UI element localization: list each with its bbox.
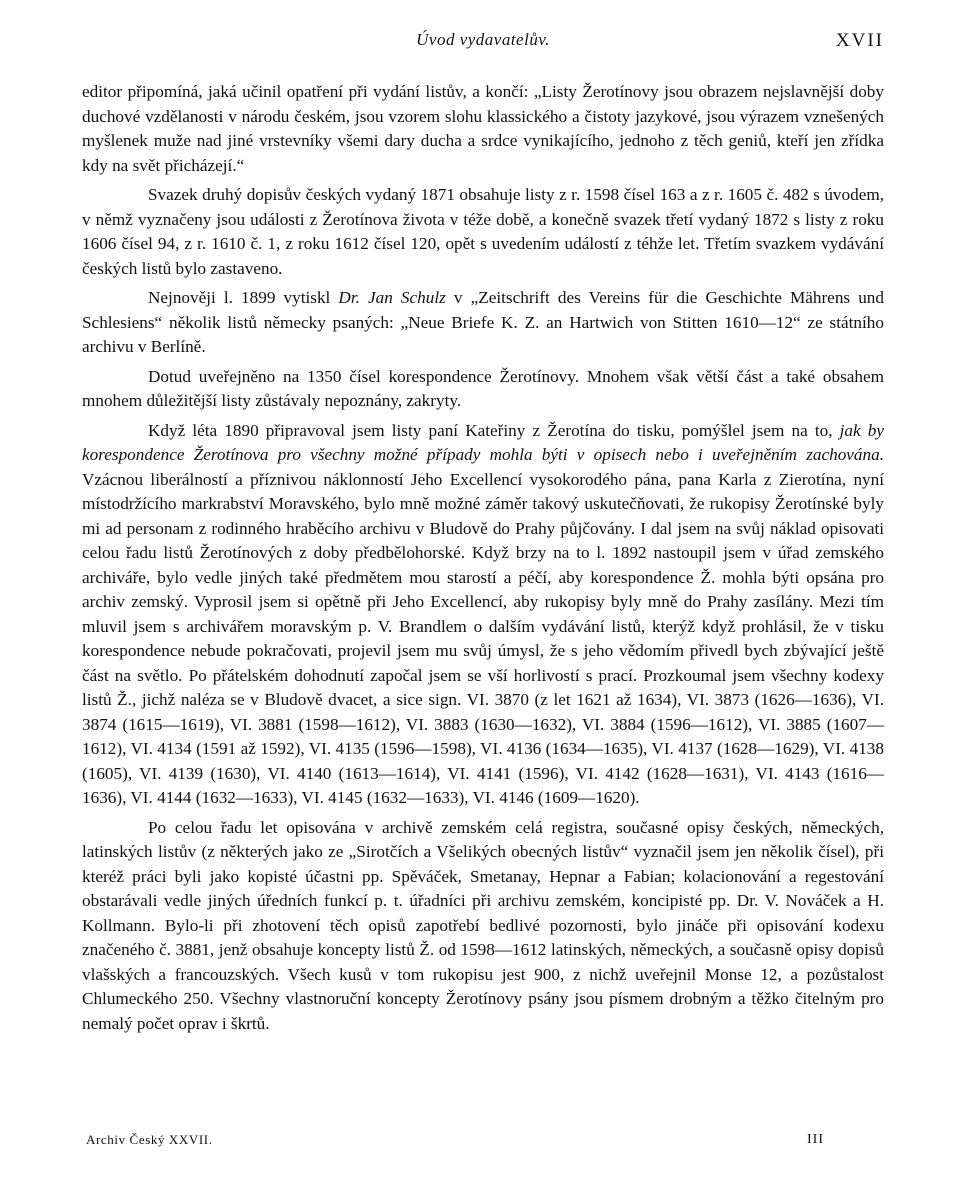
paragraph-text: editor připomíná, jaká učinil opatření při vydání listův, a končí: „Listy Žerotínovy jsou obrazem nejslavnější doby duchové vzdělanosti v národu českém, jsou vzorem slohu klassického a čistoty jazykové, jsou výrazem vznešených myšlenek muže nad jiné vrstevníky všemi dary ducha a srdce vynikajícího, jednoho z těch geniů, kteří jen zřídka kdy na svět přicházejí.“ [82,82,884,175]
paragraph [82,286,884,360]
sheet-mark: III [807,1132,824,1147]
running-head [82,30,884,56]
paragraph-text: Vzácnou liberálností a příznivou náklonností Jeho Excellencí vysokorodého pána, pana Karla z Zierotína, nyní místodržícího markrabství Moravského, bylo mně možné záměr takový uskutečňovati, že rukopisy Žerotínské byly mi ad personam z rodinného hraběcího archivu v Bludově do Prahy půjčovány. I dal jsem na svůj náklad opisovati celou řadu listů Žerotínových z doby předbělohorské. Když brzy na to l. 1892 nastoupil jsem v úřad zemského archiváře, bylo vedle jiných také předmětem mou starostí a péčí, aby korespondence Ž. mohla býti opsána pro archiv zemský. Vyprosil jsem si opětně při Jeho Excellencí, aby rukopisy byly mně do Prahy zasílány. Mezi tím mluvil jsem s archivářem moravským p. V. Brandlem o dalším vydávání listů, kterýž když prohlásil, že v tisku korespondence nebude pokračovati, projevil jsem mu svůj úmysl, že s jeho vědomím přivedl bych zbývající ještě část na světlo. Po přátelském dohodnutí započal jsem se vší horlivostí s prací. Prozkoumal jsem všechny kodexy listů Ž., jichž naléza se v Bludově dvacet, a sice sign. VI. 3870 (z let 1621 až 1634), VI. 3873 (1626—1636), VI. 3874 (1615—1619), VI. 3881 (1598—1612), VI. 3883 (1630—1632), VI. 3884 (1596—1612), VI. 3885 (1607—1612), VI. 4134 (1591 až 1592), VI. 4135 (1596—1598), VI. 4136 (1634—1635), VI. 4137 (1628—1629), VI. 4138 (1605), VI. 4139 (1630), VI. 4140 (1613—1614), VI. 4141 (1596), VI. 4142 (1628—1631), VI. 4143 (1616—1636), VI. 4144 (1632—1633), VI. 4145 (1632—1633), VI. 4146 (1609—1620). [82,469,884,807]
paragraph-text: Po celou řadu let opisována v archivě zemském celá registra, současné opisy českých, německých, latinských listův (z některých jako ze „Sirotčích a Všelikých obecných listův“ vyznačil jsem jen několik čísel), při kteréž práci byli jako kopisté účastni pp. Spěváček, Smetanay, Hepnar a Fabian; kolacionování a regestování obstarávali vedle jiných úředních funkcí p. t. úřadníci při archivu zemském, koncipisté pp. Dr. V. Nováček a H. Kollmann. Bylo-li při zhotovení těch opisů zapotřebí bedlivé pozornosti, bylo jináče při opisování kodexu značeného č. 3881, jenž obsahuje koncepty listů Ž. od 1598—1612 latinských, německých, a současně opisy dopisů vlašských a francouzských. Všech kusů v tom rukopisu jest 900, z nichž uveřejnil Monse 12, a pozůstalost Chlumeckého 250. Všechny vlastnoruční koncepty Žerotínovy psány jsou písmem drobným a těžko čitelným pro nemalý počet oprav i škrtů. [82,817,884,1033]
paragraph-text: Dotud uveřejněno na 1350 čísel korespondence Žerotínovy. Mnohem však větší část a také obsahem mnohem důležitější listy zůstávaly nepoznány, zakryty. [82,366,884,410]
printer-signature: Archiv Český XXVII. [86,1132,213,1147]
paragraph-text: Svazek druhý dopisův českých vydaný 1871 obsahuje listy z r. 1598 čísel 163 a z r. 1605 č. 482 s úvodem, v němž vyznačeny jsou události z Žerotínova života v téže době, a konečně svazek třetí vydaný 1872 s listy z roku 1606 čísel 94, z r. 1610 č. 1, z roku 1612 čísel 120, opět s uvedením událostí z téhže let. Třetím svazkem vydávání českých listů bylo zastaveno. [82,185,884,278]
paragraph [82,419,884,811]
emphasis-text: jak by korespondence Žerotínova pro všechny možné případy mohla býti v opisech nebo i uveřejněním zachována. [82,420,884,464]
paragraph [82,816,884,1037]
page-footer [82,1132,884,1154]
emphasis-text: Dr. Jan Schulz [338,288,446,307]
paragraph [82,183,884,281]
body-text [82,80,884,1041]
paragraph [82,80,884,178]
paragraph-text: Když léta 1890 připravoval jsem listy paní Kateřiny z Žerotína do tisku, pomýšlel jsem na to, [148,420,840,440]
page-number: XVII [835,30,884,51]
paragraph [82,365,884,414]
paragraph-text: v „Zeitschrift des Vereins für die Geschichte Mährens und Schlesiens“ několik listů německy psaných: „Neue Briefe K. Z. an Hartwich von Stitten 1610—12“ ze státního archivu v Berlíně. [82,288,884,356]
paragraph-text: Nejnověji l. 1899 vytiskl [148,288,339,307]
running-title: Úvod vydavatelův. [416,30,550,49]
